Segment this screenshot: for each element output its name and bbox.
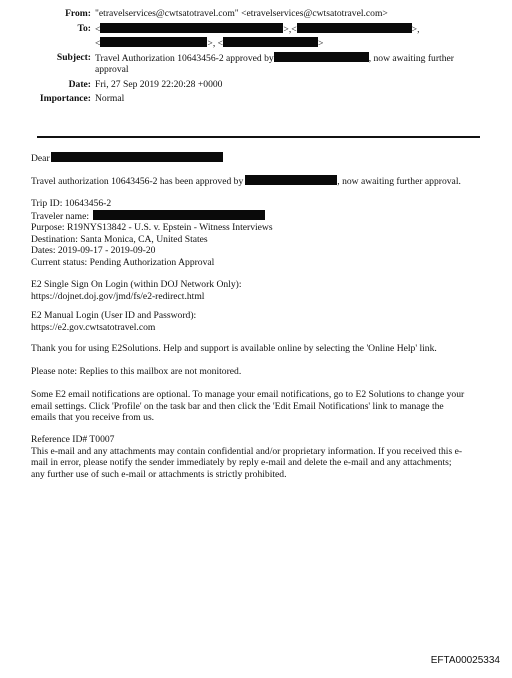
dear-text: Dear [31,153,50,164]
traveler-label: Traveler name: [31,210,89,222]
subject-label: Subject: [56,52,91,63]
note-paragraph [31,366,486,378]
manual-login-link[interactable]: https://e2.gov.cwtsatotravel.com [31,321,156,333]
notifications-text-2: email settings. Click 'Profile' on the task bar and then click the 'Edit Email Notifications' link to manage the [31,400,444,412]
to-bracket-open: < [291,24,297,35]
redaction-box [297,23,412,33]
approval-text: Travel authorization 10643456-2 has been approved by [31,176,244,187]
trip-destination: Destination: Santa Monica, CA, United States [31,233,208,245]
from-value: "etravelservices@cwtsatotravel.com" <etravelservices@cwtsatotravel.com> [95,8,388,19]
subject-text: Travel Authorization 10643456-2 approved by [95,53,274,64]
notifications-paragraph [31,389,486,424]
manual-login-section [31,310,486,333]
to-recipients-line-1 [95,23,419,36]
notifications-text-1: Some E2 email notifications are optional. To manage your email notifications, go to E2 Solutions to change your [31,389,465,400]
bates-number: EFTA00025334 [430,654,500,666]
date-value: Fri, 27 Sep 2019 22:20:28 +0000 [95,79,223,90]
redaction-box [93,210,265,220]
redaction-box [51,152,223,162]
to-separator: >, [283,24,292,35]
to-bracket-open: < [95,24,101,35]
redaction-box [100,37,207,47]
confidentiality-text-3: any further use of such e-mail or attachments is strictly prohibited. [31,468,287,480]
manual-login-title: E2 Manual Login (User ID and Password): [31,310,197,321]
to-bracket-open: < [95,38,101,49]
sso-link[interactable]: https://dojnet.doj.gov/jmd/fs/e2-redirect.html [31,290,205,302]
redaction-box [223,37,318,47]
salutation [31,152,486,165]
to-separator: >, < [207,38,224,49]
subject-line-2: approval [95,64,129,75]
thanks-text: Thank you for using E2Solutions. Help and support is available online by selecting the 'Online Help' link. [31,343,437,354]
trip-purpose: Purpose: R19NYS13842 - U.S. v. Epstein - Witness Interviews [31,222,273,233]
redaction-box [100,23,283,33]
subject-text: , now awaiting further [368,53,454,64]
thanks-paragraph [31,343,486,355]
to-bracket-close: > [318,38,324,49]
reference-id: Reference ID# T0007 [31,434,115,445]
confidentiality-text-1: This e-mail and any attachments may contain confidential and/or proprietary information. If you received this e- [31,445,463,457]
trip-dates: Dates: 2019-09-17 - 2019-09-20 [31,245,156,256]
traveler-name-line [31,210,486,223]
to-recipients-line-2 [95,37,323,50]
redaction-box [245,175,337,185]
sso-title: E2 Single Sign On Login (within DOJ Network Only): [31,279,242,290]
subject-line-1 [95,52,454,65]
to-separator: >, [411,24,420,35]
trip-id: Trip ID: 10643456-2 [31,198,112,209]
confidentiality-text-2: mail in error, please notify the sender immediately by reply e-mail and delete the e-mail and any attachments; [31,457,452,468]
importance-label: Importance: [39,93,91,104]
importance-value: Normal [95,93,125,104]
notifications-text-3: emails that you receive from us. [31,412,155,423]
approval-paragraph [31,175,486,188]
confidentiality-paragraph [31,434,486,480]
header-divider [37,136,480,138]
from-label: From: [65,8,91,19]
trip-details [31,198,486,268]
note-text: Please note: Replies to this mailbox are not monitored. [31,366,242,377]
date-label: Date: [68,79,91,90]
approval-text: , now awaiting further approval. [337,176,461,187]
sso-login-section [31,279,486,302]
trip-status: Current status: Pending Authorization Approval [31,256,215,268]
redaction-box [274,52,369,62]
to-label: To: [77,23,91,34]
